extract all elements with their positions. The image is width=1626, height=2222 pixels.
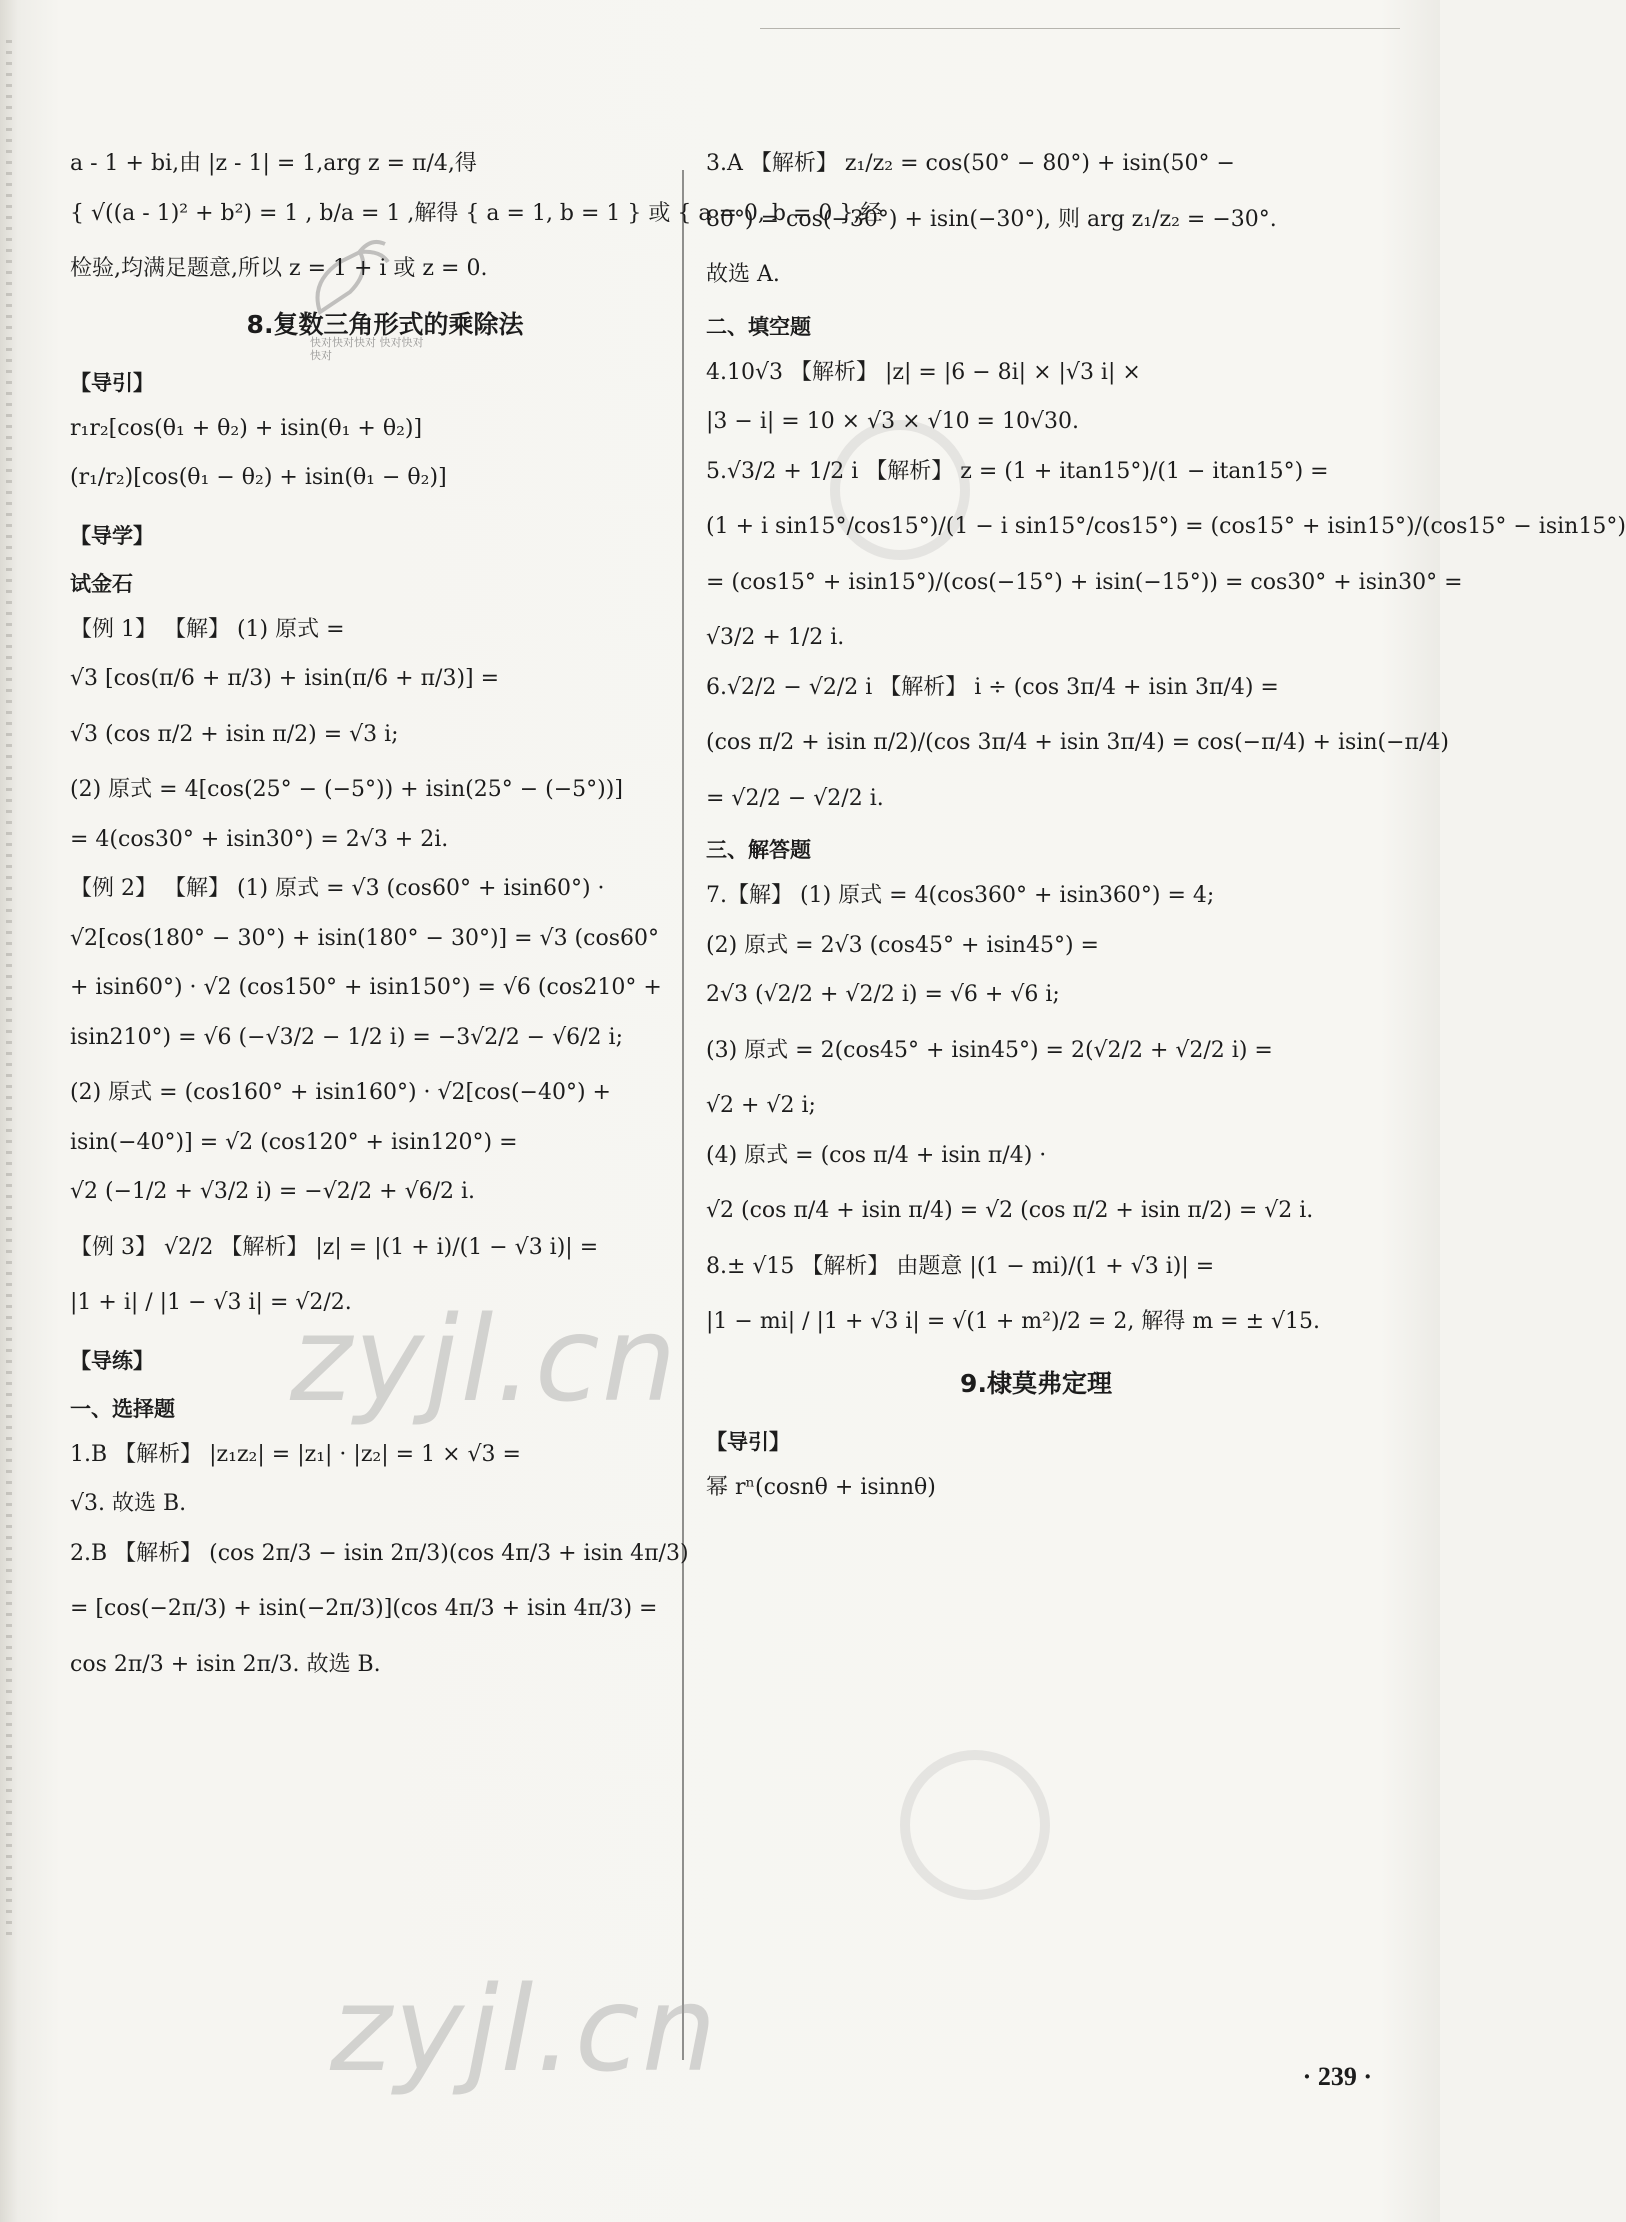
question-line: 2.B 【解析】 (cos 2π/3 − isin 2π/3)(cos 4π/3 + isin 4π/3) (70, 1540, 689, 1566)
right-column (706, 150, 1626, 1523)
watermark: zyjl.cn (330, 1960, 719, 2098)
guide-tag: 【导引】 (70, 370, 154, 395)
fill-line: |3 − i| = 10 × √3 × √10 = 10√30. (706, 409, 1079, 434)
top-rule (760, 28, 1400, 29)
page-number: · 239 · (1302, 2062, 1372, 2091)
example-line: 【例 3】 √2/2 【解析】 |z| = |(1 + i)/(1 − √3 i)| = (70, 1234, 599, 1260)
formula-line: 幂 rⁿ(cosnθ + isinnθ) (706, 1474, 936, 1500)
subtitle: 试金石 (70, 571, 133, 596)
example-line: √3 [cos(π/6 + π/3) + isin(π/6 + π/3)] = (70, 666, 500, 691)
learn-tag: 【导学】 (70, 523, 154, 548)
fill-line: 5.√3/2 + 1/2 i 【解析】 z = (1 + itan15°)/(1 − itan15°) = (706, 458, 1329, 484)
example-line: + isin60°) · √2 (cos150° + isin150°) = √6 (cos210° + (70, 975, 662, 1000)
logo-caption: 快对快对快对 快对快对快对 (310, 336, 424, 363)
question-line: = [cos(−2π/3) + isin(−2π/3)](cos 4π/3 + isin 4π/3) = (70, 1596, 658, 1621)
fill-line: = √2/2 − √2/2 i. (706, 785, 884, 811)
section-heading: 三、解答题 (706, 838, 811, 862)
example-line: (2) 原式 = 4[cos(25° − (−5°)) + isin(25° − (−5°))] (70, 777, 623, 802)
example-line: √2[cos(180° − 30°) + isin(180° − 30°)] = √3 (cos60° (70, 925, 659, 951)
solve-line: 8.± √15 【解析】 由题意 |(1 − mi)/(1 + √3 i)| = (706, 1253, 1215, 1279)
fill-line: (1 + i sin15°/cos15°)/(1 − i sin15°/cos15°) = (cos15° + isin15°)/(cos15° − isin15°) (706, 514, 1626, 539)
question-line: 80°) = cos(−30°) + isin(−30°), 则 arg z₁/z₂ = −30°. (706, 206, 1277, 232)
practice-tag: 【导练】 (70, 1348, 154, 1373)
solve-line: |1 − mi| / |1 + √3 i| = √(1 + m²)/2 = 2, 解得 m = ± √15. (706, 1309, 1321, 1334)
solve-line: √2 (cos π/4 + isin π/4) = √2 (cos π/2 + isin π/2) = √2 i. (706, 1198, 1314, 1223)
text-line: a - 1 + bi,由 |z - 1| = 1,arg z = π/4,得 (70, 151, 477, 176)
fill-line: 4.10√3 【解析】 |z| = |6 − 8i| × |√3 i| × (706, 359, 1141, 385)
section-heading: 二、填空题 (706, 314, 811, 339)
solve-line: (2) 原式 = 2√3 (cos45° + isin45°) = (706, 932, 1099, 958)
question-line: cos 2π/3 + isin 2π/3. 故选 B. (70, 1651, 381, 1677)
fill-line: 6.√2/2 − √2/2 i 【解析】 i ÷ (cos 3π/4 + isin 3π/4) = (706, 674, 1279, 700)
fill-line: = (cos15° + isin15°)/(cos(−15°) + isin(−15°)) = cos30° + isin30° = (706, 569, 1463, 595)
solve-line: √2 + √2 i; (706, 1093, 816, 1118)
example-line: √2 (−1/2 + √3/2 i) = −√2/2 + √6/2 i. (70, 1179, 476, 1204)
example-line: isin210°) = √6 (−√3/2 − 1/2 i) = −3√2/2 − √6/2 i; (70, 1024, 623, 1050)
example-line: |1 + i| / |1 − √3 i| = √2/2. (70, 1290, 352, 1315)
example-line: 【例 1】 【解】 (1) 原式 = (70, 616, 345, 642)
example-line: √3 (cos π/2 + isin π/2) = √3 i; (70, 721, 399, 747)
example-line: (2) 原式 = (cos160° + isin160°) · √2[cos(−40°) + (70, 1080, 611, 1105)
fill-line: (cos π/2 + isin π/2)/(cos 3π/4 + isin 3π/4) = cos(−π/4) + isin(−π/4) (706, 730, 1449, 755)
example-line: 【例 2】 【解】 (1) 原式 = √3 (cos60° + isin60°) · (70, 876, 605, 901)
stamp-mark-icon (900, 1750, 1050, 1900)
text-line: { √((a - 1)² + b²) = 1 , b/a = 1 ,解得 { a = 1, b = 1 } 或 { a = 0, b = 0 },经 (70, 200, 883, 226)
solve-line: 7.【解】 (1) 原式 = 4(cos360° + isin360°) = 4; (706, 883, 1215, 908)
question-line: 1.B 【解析】 |z₁z₂| = |z₁| · |z₂| = 1 × √3 = (70, 1441, 521, 1467)
example-line: isin(−40°)] = √2 (cos120° + isin120°) = (70, 1129, 518, 1155)
example-line: = 4(cos30° + isin30°) = 2√3 + 2i. (70, 826, 449, 852)
guide-tag: 【导引】 (706, 1429, 790, 1454)
watermark: zyjl.cn (290, 1290, 679, 1428)
question-line: 故选 A. (706, 262, 780, 287)
fill-line: √3/2 + 1/2 i. (706, 625, 845, 650)
section-title: 9.棣莫弗定理 (960, 1368, 1112, 1398)
question-line: √3. 故选 B. (70, 1491, 187, 1516)
question-line: 3.A 【解析】 z₁/z₂ = cos(50° − 80°) + isin(50° − (706, 151, 1235, 176)
section-title: 8.复数三角形式的乘除法 (246, 309, 524, 339)
text-line: 检验,均满足题意,所以 z = 1 + i 或 z = 0. (70, 256, 488, 281)
formula-line: r₁r₂[cos(θ₁ + θ₂) + isin(θ₁ + θ₂)] (70, 415, 423, 441)
solve-line: (3) 原式 = 2(cos45° + isin45°) = 2(√2/2 + √2/2 i) = (706, 1037, 1273, 1063)
solve-line: (4) 原式 = (cos π/4 + isin π/4) · (706, 1142, 1047, 1168)
formula-line: (r₁/r₂)[cos(θ₁ − θ₂) + isin(θ₁ − θ₂)] (70, 465, 447, 490)
section-heading: 一、选择题 (70, 1396, 175, 1421)
binding-edge (6, 40, 12, 1940)
solve-line: 2√3 (√2/2 + √2/2 i) = √6 + √6 i; (706, 982, 1060, 1007)
